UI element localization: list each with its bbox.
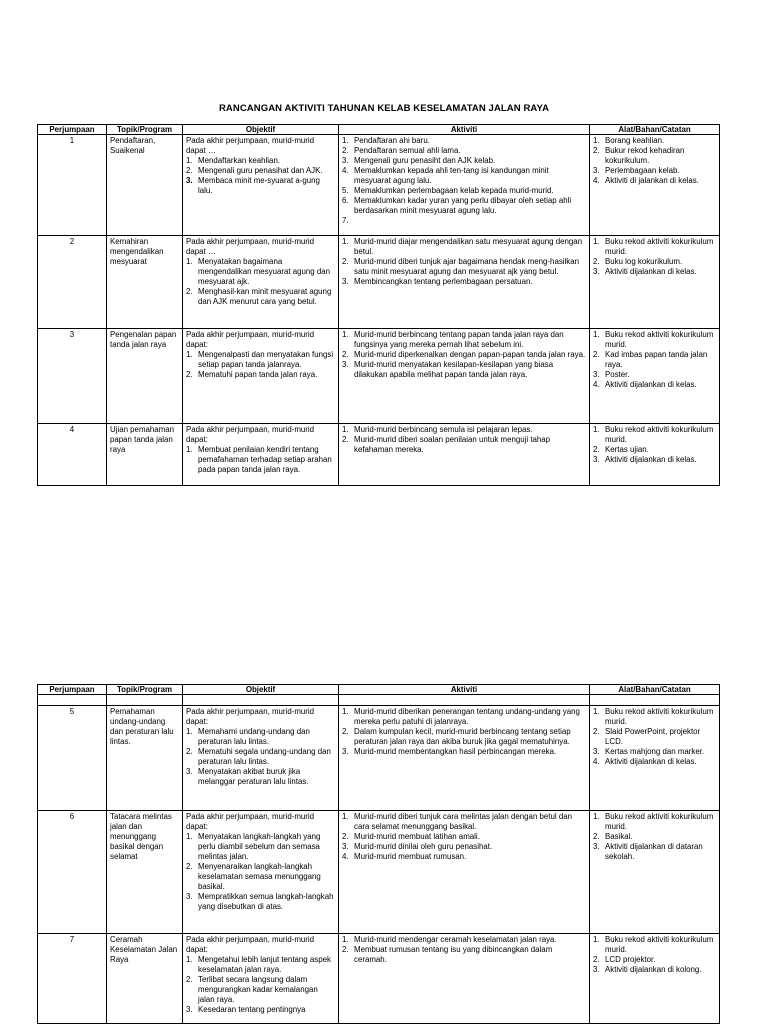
activity-text: [354, 216, 586, 226]
item-number: 2.: [342, 146, 349, 156]
tools-list: [593, 812, 716, 862]
activity-table-2: [37, 684, 720, 1024]
objective-text: Mengenali guru penasihat dan AJK.: [198, 166, 323, 176]
tools-item: [593, 935, 716, 955]
item-number: 1.: [342, 812, 349, 821]
header-aktiviti: Aktiviti: [339, 125, 590, 135]
activity-item: [342, 852, 586, 862]
objective-item: [186, 1005, 335, 1015]
objective-cell: [183, 424, 339, 486]
tools-list: [593, 136, 716, 186]
item-number: 1.: [342, 935, 349, 944]
objective-intro: Pada akhir perjumpaan, murid-murid dapat:: [186, 935, 315, 955]
tools-text: Buku rekod aktiviti kokurikulum murid.: [605, 425, 714, 445]
topic-cell: Pemahaman undang-undang dan peraturan lalu lintas.: [107, 706, 183, 811]
activity-text: Dalam kumpulan kecil, murid-murid berbincang tentang setiap peraturan jalan raya dan akiba buruk jika gagal mematuhinya.: [354, 727, 571, 747]
item-number: 4.: [342, 852, 349, 862]
item-number: 2.: [593, 146, 600, 156]
tools-text: Aktiviti di jalankan di kelas.: [605, 176, 699, 186]
objective-list: [186, 156, 335, 196]
tools-text: Slaid PowerPoint, projektor LCD.: [605, 727, 701, 747]
activity-text: Murid-murid membuat latihan amali.: [354, 832, 480, 842]
item-number: 4.: [593, 176, 600, 186]
item-number: 3.: [342, 277, 349, 287]
item-number: 1.: [186, 350, 193, 360]
item-number: 2.: [593, 350, 600, 360]
item-number: 2.: [593, 445, 600, 455]
meeting-number: 3: [38, 329, 107, 424]
item-number: 2.: [593, 727, 600, 737]
objective-list: [186, 445, 335, 475]
activity-text: Mengenali guru penasiht dan AJK kelab.: [354, 156, 496, 166]
objective-intro: Pada akhir perjumpaan, murid-murid dapat …: [186, 136, 315, 156]
objective-text: Membuat penilaian kendiri tentang pemafahaman terhadap setiap arahan pada papan tanda jalan raya.: [198, 445, 332, 475]
header-objektif: Objektif: [183, 125, 339, 135]
activity-cell: [339, 424, 590, 486]
item-number: 1.: [186, 727, 193, 737]
item-number: 1.: [342, 425, 349, 434]
item-number: 2.: [593, 832, 600, 842]
tools-text: Kertas ujian.: [605, 445, 649, 455]
tools-text: Perlembagaan kelab.: [605, 166, 680, 176]
activity-item: [342, 186, 586, 196]
item-number: 2.: [342, 435, 349, 445]
objective-text: Memahami undang-undang dan peraturan lalu lintas.: [198, 727, 310, 747]
item-number: 2.: [186, 975, 193, 985]
tools-text: Buku rekod aktiviti kokurikulum murid.: [605, 330, 714, 350]
tools-text: Kertas mahjong dan marker.: [605, 747, 705, 757]
objective-item: [186, 176, 335, 196]
objective-list: [186, 257, 335, 307]
table-row: [38, 329, 720, 424]
item-number: 4.: [593, 757, 600, 767]
header-alat: Alat/Bahan/Catatan: [590, 125, 720, 135]
tools-list: [593, 935, 716, 975]
activity-list: [342, 330, 586, 380]
tools-text: LCD projektor.: [605, 955, 656, 965]
activity-text: Murid-murid berbincang tentang papan tanda jalan raya dan fungsinya yang mereka pernah lihat sebelum ini.: [354, 330, 564, 350]
objective-intro: Pada akhir perjumpaan, murid-murid dapat:: [186, 812, 315, 832]
objective-item: [186, 955, 335, 975]
tools-item: [593, 727, 716, 747]
tools-item: [593, 166, 716, 176]
activity-item: [342, 196, 586, 216]
activity-text: Murid-murid berbincang semula isi pelajaran lepas.: [354, 425, 533, 434]
item-number: 5.: [342, 186, 349, 196]
objective-cell: [183, 329, 339, 424]
item-number: 2.: [342, 727, 349, 737]
item-number: 2.: [593, 257, 600, 267]
item-number: 3.: [342, 156, 349, 166]
tools-item: [593, 146, 716, 166]
item-number: 1.: [186, 832, 193, 842]
activity-cell: [339, 236, 590, 329]
item-number: 1.: [593, 330, 600, 339]
header-topik: Topik/Program: [107, 685, 183, 695]
objective-cell: [183, 706, 339, 811]
activity-table-1: [37, 124, 720, 486]
item-number: 1.: [186, 955, 193, 965]
objective-text: Menyenaraikan langkah-langkah keselamatan semasa menunggang basikal.: [198, 862, 321, 892]
activity-text: Murid-murid diberikan penerangan tentang undang-undang yang mereka perlu patuhi di jalanraya.: [354, 707, 580, 727]
activity-text: Memaklumkan kadar yuran yang perlu dibayar oleh setiap ahli berdasarkan minit mesyuarat agung lalu.: [354, 196, 572, 216]
objective-text: Mempratikkan semua langkah-langkah yang disebutkan di atas.: [198, 892, 334, 912]
table-1-body: [38, 135, 720, 486]
item-number: 1.: [593, 237, 600, 246]
activity-text: Murid-murid diberi tunjuk ajar bagaimana hendak meng-hasilkan satu minit mesyuarat agung dan mesyuarat ajk yang betul.: [354, 257, 580, 277]
tools-list: [593, 330, 716, 390]
objective-item: [186, 892, 335, 912]
activity-item: [342, 330, 586, 350]
item-number: 2.: [186, 862, 193, 872]
tools-cell: [590, 236, 720, 329]
activity-item: [342, 812, 586, 832]
item-number: 2.: [186, 287, 193, 297]
meeting-number: 4: [38, 424, 107, 486]
activity-text: Murid-murid diajar mengendalikan satu mesyuarat agung dengan betul.: [354, 237, 583, 257]
table-row: [38, 811, 720, 934]
objective-item: [186, 767, 335, 787]
activity-text: Murid-murid mendengar ceramah keselamatan jalan raya.: [354, 935, 557, 944]
tools-text: Borang keahlian.: [605, 136, 665, 145]
document-title: RANCANGAN AKTIVITI TAHUNAN KELAB KESELAMATAN JALAN RAYA: [218, 103, 550, 114]
activity-list: [342, 812, 586, 862]
activity-text: Murid-murid diperkenalkan dengan papan-papan tanda jalan raya.: [354, 350, 586, 360]
item-number: 2.: [186, 370, 193, 380]
tools-item: [593, 267, 716, 277]
activity-item: [342, 350, 586, 360]
tools-text: Aktiviti dijalankan di kelas.: [605, 757, 697, 767]
tools-item: [593, 425, 716, 445]
tools-text: Buku rekod aktiviti kokurikulum murid.: [605, 707, 714, 727]
table-row: [38, 135, 720, 236]
tools-item: [593, 812, 716, 832]
activity-item: [342, 935, 586, 945]
activity-cell: [339, 811, 590, 934]
objective-intro: Pada akhir perjumpaan, murid-murid dapat …: [186, 237, 315, 257]
tools-item: [593, 370, 716, 380]
activity-item: [342, 360, 586, 380]
meeting-number: 7: [38, 934, 107, 1024]
tools-item: [593, 237, 716, 257]
header-objektif: Objektif: [183, 685, 339, 695]
item-number: 3.: [186, 767, 193, 777]
activity-text: Memaklumkan kepada ahli ten-tang isi kandungan minit mesyuarat agung lalu.: [354, 166, 549, 186]
header-alat: Alat/Bahan/Catatan: [590, 685, 720, 695]
objective-list: [186, 727, 335, 787]
item-number: 3.: [342, 360, 349, 370]
tools-cell: [590, 706, 720, 811]
item-number: 1.: [342, 136, 349, 145]
activity-list: [342, 935, 586, 965]
item-number: 1.: [593, 136, 600, 145]
objective-text: Mendaftarkan keahlian.: [198, 156, 281, 166]
activity-item: [342, 156, 586, 166]
item-number: 3.: [593, 370, 600, 380]
tools-item: [593, 757, 716, 767]
header-perjumpaan: Perjumpaan: [38, 685, 107, 695]
objective-text: Menghasil-kan minit mesyuarat agung dan AJK menurut cara yang betul.: [198, 287, 332, 307]
activity-text: Murid-murid membuat rumusan.: [354, 852, 467, 862]
tools-list: [593, 425, 716, 465]
tools-text: Poster.: [605, 370, 630, 380]
objective-item: [186, 370, 335, 380]
meeting-number: 2: [38, 236, 107, 329]
tools-cell: [590, 329, 720, 424]
topic-cell: Tatacara melintas jalan dan menunggang basikal dengan selamat: [107, 811, 183, 934]
tools-item: [593, 350, 716, 370]
objective-item: [186, 445, 335, 475]
objective-text: Terlibat secara langsung dalam mengurangkan kadar kemalangan jalan raya.: [198, 975, 318, 1005]
item-number: 2.: [186, 747, 193, 757]
header-row: [38, 125, 720, 135]
item-number: 1.: [342, 707, 349, 716]
objective-text: Mengetahui lebih lanjut tentang aspek keselamatan jalan raya.: [198, 955, 331, 975]
tools-cell: [590, 424, 720, 486]
item-number: 3.: [186, 1005, 193, 1015]
objective-list: [186, 955, 335, 1015]
objective-text: Menyatakan langkah-langkah yang perlu diambil sebelum dan semasa melintas jalan.: [198, 832, 321, 862]
item-number: 1.: [593, 935, 600, 944]
tools-text: Aktiviti dijalankan di kelas.: [605, 380, 697, 390]
tools-text: Buku rekod aktiviti kokurikulum murid.: [605, 935, 714, 955]
objective-item: [186, 287, 335, 307]
tools-text: Aktiviti dijalankan di kelas.: [605, 455, 697, 465]
item-number: 1.: [593, 707, 600, 716]
item-number: 1.: [342, 237, 349, 246]
activity-item: [342, 136, 586, 146]
tools-text: Basikal.: [605, 832, 633, 842]
item-number: 3.: [186, 176, 193, 186]
header-row: [38, 685, 720, 695]
tools-text: Buku log kokurikulum.: [605, 257, 683, 267]
tools-item: [593, 176, 716, 186]
objective-cell: [183, 811, 339, 934]
header-perjumpaan: Perjumpaan: [38, 125, 107, 135]
tools-text: Buku rekod aktiviti kokurikulum murid.: [605, 812, 714, 832]
tools-item: [593, 380, 716, 390]
objective-item: [186, 156, 335, 166]
activity-item: [342, 435, 586, 455]
item-number: 2.: [342, 832, 349, 842]
objective-item: [186, 727, 335, 747]
item-number: 4.: [593, 380, 600, 390]
objective-text: Membaca minit me-syuarat a-gung lalu.: [198, 176, 320, 196]
activity-text: Murid-murid dinilai oleh guru penasihat.: [354, 842, 493, 852]
table-row: [38, 236, 720, 329]
table-row: [38, 706, 720, 811]
activity-list: [342, 237, 586, 287]
topic-cell: Ceramah Keselamatan Jalan Raya: [107, 934, 183, 1024]
topic-cell: Pendaftaran, Suaikenal: [107, 135, 183, 236]
objective-cell: [183, 236, 339, 329]
tools-text: Aktiviti dijalankan di kolong.: [605, 965, 702, 975]
table-row: [38, 934, 720, 1024]
item-number: 1.: [186, 445, 193, 455]
objective-intro: Pada akhir perjumpaan, murid-murid dapat:: [186, 707, 315, 727]
objective-item: [186, 747, 335, 767]
objective-text: Kesedaran tentang pentingnya: [198, 1005, 306, 1015]
activity-item: [342, 425, 586, 435]
tools-text: Aktiviti dijalankan di dataran sekolah.: [605, 842, 703, 862]
activity-text: Memaklumkan perlembagaan kelab kepada murid-murid.: [354, 186, 554, 196]
objective-item: [186, 975, 335, 1005]
meeting-number: 5: [38, 706, 107, 811]
item-number: 4.: [342, 166, 349, 176]
tools-item: [593, 330, 716, 350]
objective-item: [186, 862, 335, 892]
activity-text: Murid-murid diberi soalan penilaian untuk menguji tahap kefahaman mereka.: [354, 435, 551, 455]
tools-item: [593, 707, 716, 727]
objective-item: [186, 350, 335, 370]
tools-list: [593, 237, 716, 277]
tools-item: [593, 955, 716, 965]
item-number: 1.: [186, 156, 193, 166]
objective-intro: Pada akhir perjumpaan, murid-murid dapat:: [186, 425, 315, 445]
activity-item: [342, 945, 586, 965]
activity-item: [342, 707, 586, 727]
activity-text: Murid-murid diberi tunjuk cara melintas jalan dengan betul dan cara selamat menunggang basikal.: [354, 812, 572, 832]
item-number: 3.: [186, 892, 193, 902]
topic-cell: Pengenalan papan tanda jalan raya: [107, 329, 183, 424]
activity-item: [342, 277, 586, 287]
objective-intro: Pada akhir perjumpaan, murid-murid dapat:: [186, 330, 315, 350]
header-aktiviti: Aktiviti: [339, 685, 590, 695]
activity-text: Murid-murid membentangkan hasil perbincangan mereka.: [354, 747, 557, 757]
item-number: 2.: [342, 350, 349, 360]
item-number: 3.: [342, 747, 349, 757]
activity-item: [342, 237, 586, 257]
tools-item: [593, 136, 716, 146]
tools-item: [593, 842, 716, 862]
objective-text: Mematuhi papan tanda jalan raya.: [198, 370, 318, 380]
objective-list: [186, 350, 335, 380]
tools-item: [593, 832, 716, 842]
activity-list: [342, 136, 586, 226]
tools-text: Kad imbas papan tanda jalan raya.: [605, 350, 708, 370]
tools-cell: [590, 811, 720, 934]
item-number: 2.: [342, 945, 349, 955]
tools-item: [593, 257, 716, 267]
tools-cell: [590, 135, 720, 236]
item-number: 3.: [593, 166, 600, 176]
activity-item: [342, 216, 586, 226]
item-number: 3.: [593, 455, 600, 465]
meeting-number: 6: [38, 811, 107, 934]
item-number: 6.: [342, 196, 349, 206]
objective-cell: [183, 934, 339, 1024]
spacer-row: [38, 695, 720, 706]
tools-text: Buku rekod aktiviti kokurikulum murid.: [605, 237, 714, 257]
item-number: 3.: [593, 267, 600, 277]
item-number: 1.: [593, 425, 600, 434]
objective-cell: [183, 135, 339, 236]
meeting-number: 1: [38, 135, 107, 236]
objective-item: [186, 166, 335, 176]
tools-cell: [590, 934, 720, 1024]
item-number: 3.: [593, 842, 600, 852]
activity-item: [342, 257, 586, 277]
tools-item: [593, 747, 716, 757]
activity-cell: [339, 934, 590, 1024]
activity-item: [342, 747, 586, 757]
activity-list: [342, 707, 586, 757]
objective-list: [186, 832, 335, 912]
activity-item: [342, 166, 586, 186]
table-2-body: [38, 706, 720, 1024]
tools-item: [593, 455, 716, 465]
activity-text: Murid-murid menyatakan kesilapan-kesilapan yang biasa dilakukan apabila melihat papan tanda jalan raya.: [354, 360, 554, 380]
tools-item: [593, 445, 716, 455]
activity-item: [342, 842, 586, 852]
item-number: 1.: [593, 812, 600, 821]
table-row: [38, 424, 720, 486]
tools-text: Bukur rekod kehadiran kokurikulum.: [605, 146, 685, 166]
activity-cell: [339, 329, 590, 424]
item-number: 1.: [186, 257, 193, 267]
tools-list: [593, 707, 716, 767]
activity-text: Pendaftaran semual ahli lama.: [354, 146, 461, 156]
item-number: 2.: [342, 257, 349, 267]
activity-item: [342, 146, 586, 156]
activity-item: [342, 832, 586, 842]
header-topik: Topik/Program: [107, 125, 183, 135]
item-number: 7.: [342, 216, 349, 226]
item-number: 3.: [593, 965, 600, 975]
activity-text: Pendaftaran ahi baru.: [354, 136, 430, 145]
topic-cell: Kemahiran mengendalikan mesyuarat: [107, 236, 183, 329]
item-number: 1.: [342, 330, 349, 339]
activity-list: [342, 425, 586, 455]
activity-text: Membincangkan tentang perlembagaan persatuan.: [354, 277, 533, 287]
activity-item: [342, 727, 586, 747]
objective-text: Menyatakan bagaimana mengendalikan mesyuarat agung dan mesyuarat ajk.: [198, 257, 331, 287]
objective-item: [186, 257, 335, 287]
topic-cell: Ujian pemahaman papan tanda jalan raya: [107, 424, 183, 486]
item-number: 2.: [593, 955, 600, 965]
item-number: 3.: [342, 842, 349, 852]
tools-item: [593, 965, 716, 975]
item-number: 2.: [186, 166, 193, 176]
objective-text: Menyatakan akibat buruk jika melanggar peraturan lalu lintas.: [198, 767, 309, 787]
activity-cell: [339, 135, 590, 236]
objective-text: Mengenalpasti dan menyatakan fungsi setiap papan tanda jalanraya.: [198, 350, 334, 370]
tools-text: Aktiviti dijalankan di kelas.: [605, 267, 697, 277]
item-number: 3.: [593, 747, 600, 757]
activity-text: Membuat rumusan tentang isu yang dibincangkan dalam ceramah.: [354, 945, 553, 965]
objective-text: Mematuhi segala undang-undang dan peraturan lalu lintas.: [198, 747, 331, 767]
objective-item: [186, 832, 335, 862]
activity-cell: [339, 706, 590, 811]
